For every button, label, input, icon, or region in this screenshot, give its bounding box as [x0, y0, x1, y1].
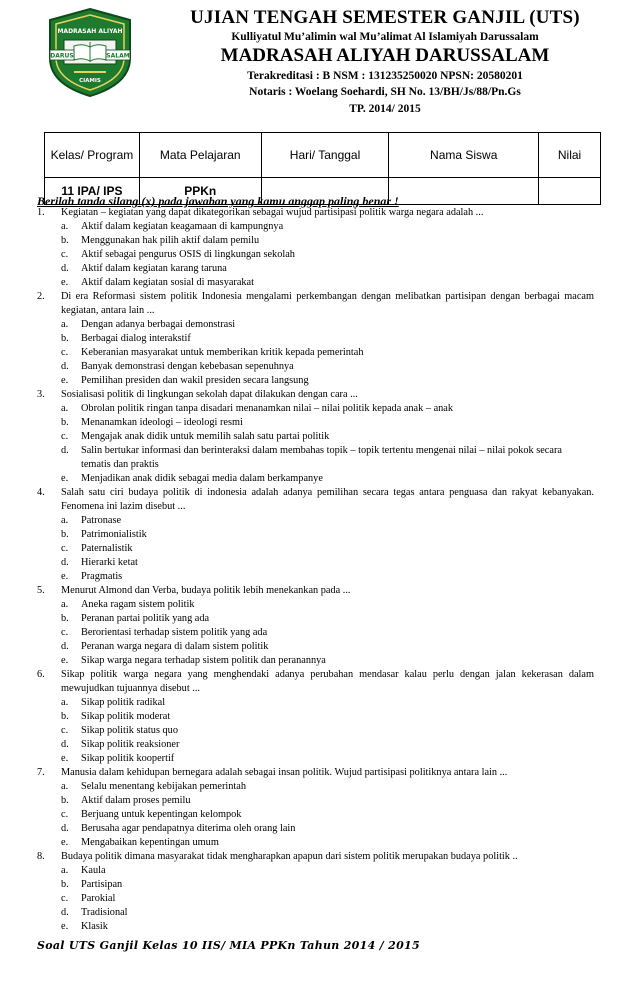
header-student-name: Nama Siswa — [389, 133, 539, 178]
option-text: Sikap politik moderat — [81, 711, 171, 722]
answer-option[interactable] — [37, 836, 594, 850]
option-text: Paternalistik — [81, 543, 133, 554]
answer-option[interactable] — [37, 864, 594, 878]
option-letter: c. — [61, 543, 69, 554]
option-letter: c. — [61, 347, 69, 358]
answer-option[interactable] — [37, 626, 594, 640]
question-number: 2. — [37, 291, 45, 302]
notary-line: Notaris : Woelang Soehardi, SH No. 13/BH/Js/88/Pn.Gs — [249, 86, 521, 98]
answer-option[interactable] — [37, 346, 594, 360]
question-item — [37, 206, 594, 290]
value-subject: PPKn — [139, 178, 261, 205]
option-letter: c. — [61, 893, 69, 904]
option-text: Mengajak anak didik untuk memilih salah satu partai politik — [81, 431, 330, 442]
question-number: 7. — [37, 767, 45, 778]
question-stem — [37, 668, 594, 696]
option-letter: a. — [61, 403, 69, 414]
option-letter: d. — [61, 907, 69, 918]
option-text: Menanamkan ideologi – ideologi resmi — [81, 417, 243, 428]
option-text: Hierarki ketat — [81, 557, 138, 568]
option-letter: b. — [61, 879, 69, 890]
answer-option[interactable] — [37, 752, 594, 766]
option-text: Aktif dalam proses pemilu — [81, 795, 191, 806]
option-text: Keberanian masyarakat untuk memberikan kritik kepada pemerintah — [81, 347, 364, 358]
option-text: Sikap politik radikal — [81, 697, 166, 708]
question-item — [37, 486, 594, 584]
question-item — [37, 388, 594, 486]
question-number: 8. — [37, 851, 45, 862]
option-letter: c. — [61, 725, 69, 736]
option-letter: e. — [61, 921, 69, 932]
question-stem — [37, 486, 594, 514]
answer-option[interactable] — [37, 878, 594, 892]
value-score[interactable] — [539, 178, 601, 205]
question-stem — [37, 850, 594, 864]
value-class-program: 11 IPA/ IPS — [45, 178, 140, 205]
answer-option[interactable] — [37, 738, 594, 752]
instruction-text: Berilah tanda silang (x) pada jawaban yang kamu anggap paling benar ! — [37, 194, 399, 208]
answer-option[interactable] — [37, 374, 594, 388]
option-text: Tradisional — [81, 907, 128, 918]
answer-option[interactable] — [37, 514, 594, 528]
option-letter: d. — [61, 823, 69, 834]
school-logo — [44, 6, 136, 98]
option-letter: c. — [61, 431, 69, 442]
option-letter: d. — [61, 641, 69, 652]
header-class-program: Kelas/ Program — [45, 133, 140, 178]
answer-option[interactable] — [37, 248, 594, 262]
question-text: Di era Reformasi sistem politik Indonesia mengalami perkembangan dengan melibatkan partisipan dengan berbagai macam kegiatan, antara lain ... — [61, 291, 594, 316]
option-text: Berbagai dialog interakstif — [81, 333, 191, 344]
option-letter: a. — [61, 599, 69, 610]
option-letter: e. — [61, 375, 69, 386]
option-text: Obrolan politik ringan tanpa disadari menanamkan nilai – nilai politik kepada anak – anak — [81, 403, 454, 414]
option-text: Partisipan — [81, 879, 123, 890]
option-letter: c. — [61, 249, 69, 260]
option-letter: d. — [61, 263, 69, 274]
footer-text: Soal UTS Ganjil Kelas 10 IIS/ MIA PPKn Tahun 2014 / 2015 — [37, 939, 420, 952]
option-letter: b. — [61, 795, 69, 806]
answer-option[interactable] — [37, 822, 594, 836]
option-letter: a. — [61, 781, 69, 792]
option-letter: b. — [61, 711, 69, 722]
option-text: Patronase — [81, 515, 122, 526]
option-letter: c. — [61, 809, 69, 820]
question-list — [37, 206, 594, 934]
option-letter: b. — [61, 417, 69, 428]
option-text: Berjuang untuk kepentingan kelompok — [81, 809, 242, 820]
svg-text:SALAM: SALAM — [106, 52, 130, 60]
answer-option[interactable] — [37, 906, 594, 920]
option-letter: d. — [61, 361, 69, 372]
option-letter: a. — [61, 697, 69, 708]
question-text: Sosialisasi politik di lingkungan sekolah dapat dilakukan dengan cara ... — [61, 389, 358, 400]
answer-option[interactable] — [37, 262, 594, 276]
header-score: Nilai — [539, 133, 601, 178]
option-text: Peranan warga negara di dalam sistem politik — [81, 641, 269, 652]
answer-option[interactable] — [37, 808, 594, 822]
svg-text:DARUS: DARUS — [50, 52, 74, 60]
option-letter: b. — [61, 333, 69, 344]
option-letter: e. — [61, 837, 69, 848]
option-text: Selalu menentang kebijakan pemerintah — [81, 781, 246, 792]
option-letter: d. — [61, 739, 69, 750]
question-stem — [37, 388, 594, 402]
question-item — [37, 668, 594, 766]
answer-option[interactable] — [37, 892, 594, 906]
option-letter: b. — [61, 235, 69, 246]
question-number: 3. — [37, 389, 45, 400]
question-stem — [37, 206, 594, 220]
question-item — [37, 850, 594, 934]
question-text: Manusia dalam kehidupan bernegara adalah sebagai insan politik. Wujud partisipasi politiknya antara lain ... — [61, 767, 508, 778]
exam-title: UJIAN TENGAH SEMESTER GANJIL (UTS) — [190, 7, 580, 28]
answer-option[interactable] — [37, 220, 594, 234]
question-item — [37, 584, 594, 668]
answer-option[interactable] — [37, 472, 594, 486]
option-text: Parokial — [81, 893, 116, 904]
option-letter: e. — [61, 571, 69, 582]
question-stem — [37, 584, 594, 598]
option-letter: e. — [61, 655, 69, 666]
question-number: 6. — [37, 669, 45, 680]
answer-option[interactable] — [37, 430, 594, 444]
question-text: Sikap politik warga negara yang menghendaki adanya perubahan mendasar kalau perlu dengan jalan kekerasan dalam mewujudkan tujuannya disebut ... — [61, 669, 594, 694]
answer-option[interactable] — [37, 402, 594, 416]
answer-option[interactable] — [37, 332, 594, 346]
answer-option[interactable] — [37, 612, 594, 626]
value-student-name[interactable] — [389, 178, 539, 205]
answer-option[interactable] — [37, 724, 594, 738]
question-text: Salah satu ciri budaya politik di indonesia adalah adanya pemilihan secara tegas antara penguasa dan rakyat kebanyakan. Fenomena ini lazim disebut ... — [61, 487, 594, 512]
question-item — [37, 290, 594, 388]
option-text: Pragmatis — [81, 571, 123, 582]
option-letter: a. — [61, 865, 69, 876]
question-stem — [37, 766, 594, 780]
accreditation-line: Terakreditasi : B NSM : 131235250020 NPSN: 20580201 — [247, 70, 523, 82]
option-text: Peranan partai politik yang ada — [81, 613, 210, 624]
question-text: Budaya politik dimana masyarakat tidak mengharapkan apapun dari sistem politik merupakan budaya politik .. — [61, 851, 518, 862]
answer-option[interactable] — [37, 710, 594, 724]
option-letter: e. — [61, 277, 69, 288]
answer-option[interactable] — [37, 696, 594, 710]
option-letter: d. — [61, 445, 69, 456]
answer-option[interactable] — [37, 276, 594, 290]
option-text: Dengan adanya berbagai demonstrasi — [81, 319, 236, 330]
option-text: Sikap politik koopertif — [81, 753, 175, 764]
question-item — [37, 766, 594, 850]
institution-subtitle: Kulliyatul Mu’alimin wal Mu’alimat Al Islamiyah Darussalam — [231, 31, 539, 43]
answer-option[interactable] — [37, 360, 594, 374]
option-text: Menggunakan hak pilih aktif dalam pemilu — [81, 235, 260, 246]
answer-option[interactable] — [37, 234, 594, 248]
answer-option[interactable] — [37, 794, 594, 808]
option-letter: a. — [61, 515, 69, 526]
question-number: 5. — [37, 585, 45, 596]
school-name: MADRASAH ALIYAH DARUSSALAM — [220, 45, 550, 66]
table-header-row — [45, 133, 601, 178]
header-day-date: Hari/ Tanggal — [261, 133, 389, 178]
answer-option[interactable] — [37, 318, 594, 332]
option-text: Banyak demonstrasi dengan kebebasan sepenuhnya — [81, 361, 294, 372]
option-text: Klasik — [81, 921, 108, 932]
option-letter: c. — [61, 627, 69, 638]
school-year: TP. 2014/ 2015 — [349, 103, 421, 115]
answer-option[interactable] — [37, 528, 594, 542]
option-text: Aktif dalam kegiatan sosial di masyarakat — [81, 277, 254, 288]
answer-option[interactable] — [37, 416, 594, 430]
question-number: 1. — [37, 207, 45, 218]
answer-option[interactable] — [37, 920, 594, 934]
answer-option[interactable] — [37, 780, 594, 794]
option-text: Menjadikan anak didik sebagai media dalam berkampanye — [81, 473, 323, 484]
option-text: Berusaha agar pendapatnya diterima oleh orang lain — [81, 823, 296, 834]
answer-option[interactable] — [37, 640, 594, 654]
answer-option[interactable] — [37, 556, 594, 570]
option-letter: a. — [61, 221, 69, 232]
svg-text:CIAMIS: CIAMIS — [79, 78, 101, 84]
option-letter: d. — [61, 557, 69, 568]
answer-option[interactable] — [37, 542, 594, 556]
option-letter: e. — [61, 473, 69, 484]
answer-option[interactable] — [37, 654, 594, 668]
answer-option[interactable] — [37, 598, 594, 612]
option-text: Mengabaikan kepentingan umum — [81, 837, 219, 848]
option-letter: e. — [61, 753, 69, 764]
option-letter: b. — [61, 613, 69, 624]
question-text: Menurut Almond dan Verba, budaya politik lebih menekankan pada ... — [61, 585, 351, 596]
question-text: Kegiatan – kegiatan yang dapat dikategorikan sebagai wujud partisipasi politik warga negara adalah ... — [61, 207, 484, 218]
svg-text:MADRASAH ALIYAH: MADRASAH ALIYAH — [57, 28, 123, 35]
option-text: Aktif sebagai pengurus OSIS di lingkungan sekolah — [81, 249, 295, 260]
option-text: Salin bertukar informasi dan berinteraksi dalam membahas topik – topik tertentu mengenai nilai – nilai pokok secara tematis dan praktis — [81, 445, 562, 470]
header-subject: Mata Pelajaran — [139, 133, 261, 178]
option-text: Aktif dalam kegiatan keagamaan di kampungnya — [81, 221, 284, 232]
option-text: Kaula — [81, 865, 106, 876]
option-text: Sikap politik reaksioner — [81, 739, 180, 750]
answer-option[interactable] — [37, 570, 594, 584]
question-stem — [37, 290, 594, 318]
answer-option[interactable] — [37, 444, 594, 472]
option-text: Aneka ragam sistem politik — [81, 599, 195, 610]
option-text: Berorientasi terhadap sistem politik yang ada — [81, 627, 268, 638]
option-text: Pemilihan presiden dan wakil presiden secara langsung — [81, 375, 309, 386]
option-text: Patrimonialistik — [81, 529, 147, 540]
option-text: Sikap politik status quo — [81, 725, 178, 736]
option-text: Aktif dalam kegiatan karang taruna — [81, 263, 227, 274]
question-number: 4. — [37, 487, 45, 498]
option-letter: a. — [61, 319, 69, 330]
option-text: Sikap warga negara terhadap sistem politik dan peranannya — [81, 655, 326, 666]
option-letter: b. — [61, 529, 69, 540]
